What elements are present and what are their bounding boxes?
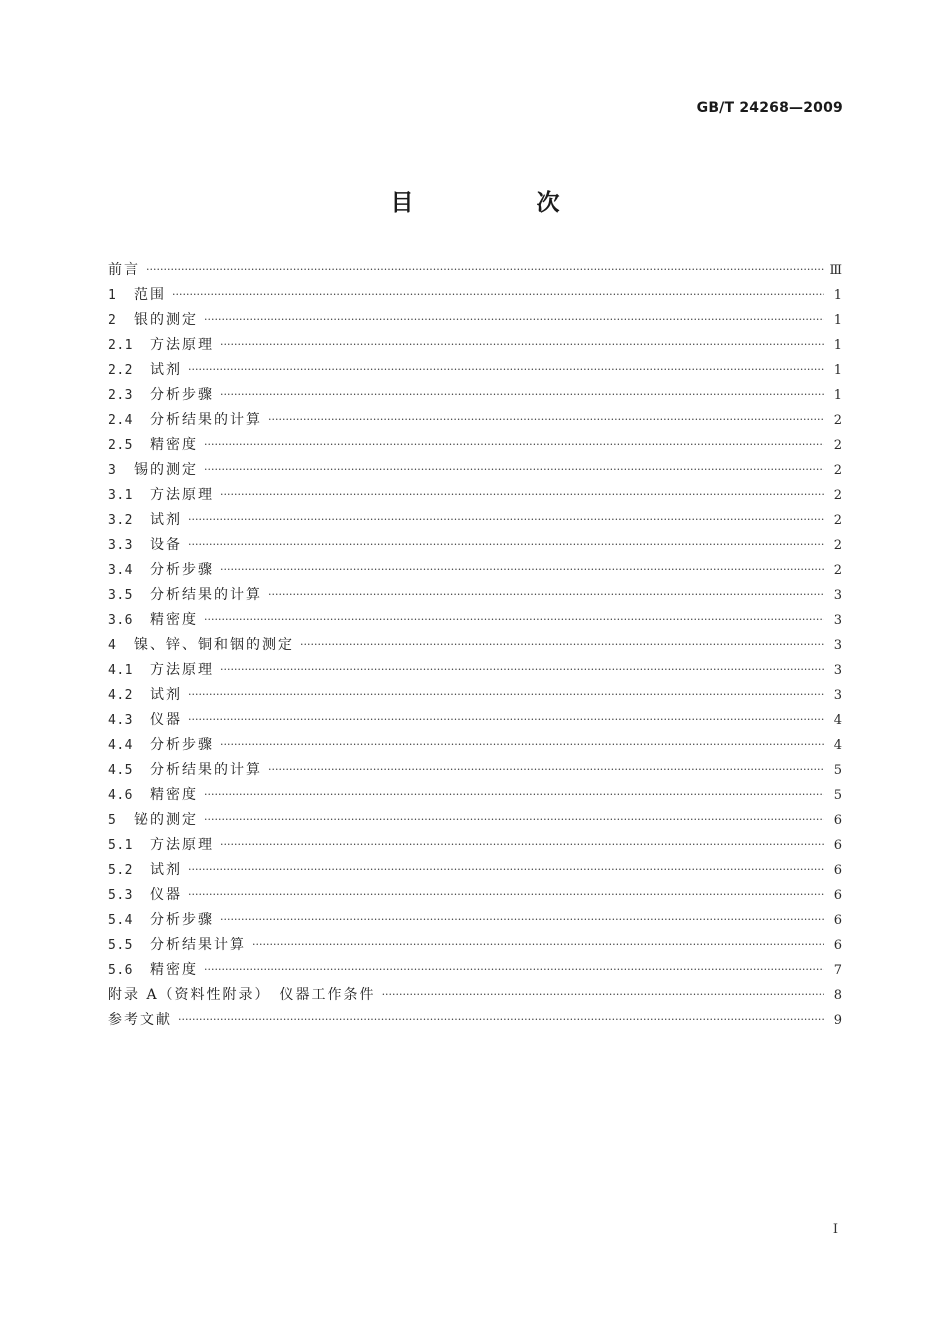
toc-entry-label: 设备 xyxy=(150,537,182,553)
toc-entry-page: 1 xyxy=(833,338,842,353)
toc-entry-number: 5.3 xyxy=(108,888,133,903)
toc-leader-dots xyxy=(188,682,824,707)
toc-entry-page: 2 xyxy=(833,438,842,453)
toc-entry-number: 2.4 xyxy=(108,413,133,428)
toc-leader-dots xyxy=(220,557,824,582)
toc-entry-number: 5.2 xyxy=(108,863,133,878)
toc-leader-dots xyxy=(172,282,824,307)
toc-leader-dots xyxy=(268,407,824,432)
toc-entry-number: 5.5 xyxy=(108,938,133,953)
toc-entry-label: 试剂 xyxy=(150,862,182,878)
toc-entry-number: 3.6 xyxy=(108,613,133,628)
toc-leader-dots xyxy=(188,707,824,732)
toc-entry-label: 方法原理 xyxy=(150,837,214,853)
toc-entry-number: 3.3 xyxy=(108,538,133,553)
toc-entry-page: 6 xyxy=(833,888,842,903)
toc-entry-page: 2 xyxy=(833,513,842,528)
toc-leader-dots xyxy=(220,332,824,357)
toc-entry-label: 分析结果计算 xyxy=(150,937,246,953)
toc-entry[interactable] xyxy=(108,958,842,983)
page-title: 目 次 xyxy=(390,190,610,216)
toc-entry[interactable] xyxy=(108,533,842,558)
toc-entry-number: 5 xyxy=(108,813,117,828)
toc-entry-page: 1 xyxy=(833,388,842,403)
toc-entry-page: 4 xyxy=(833,713,842,728)
toc-entry-number: 5.1 xyxy=(108,838,133,853)
toc-entry-page: 3 xyxy=(833,613,842,628)
toc-entry-label: 仪器 xyxy=(150,887,182,903)
toc-entry-page: 6 xyxy=(833,863,842,878)
toc-entry-page: 5 xyxy=(833,763,842,778)
toc-entry-page: 2 xyxy=(833,488,842,503)
toc-leader-dots xyxy=(220,907,824,932)
toc-entry-number: 4.3 xyxy=(108,713,133,728)
toc-entry-label: 附录 A（资料性附录） 仪器工作条件 xyxy=(108,987,376,1003)
toc-entry[interactable] xyxy=(108,733,842,758)
toc-entry-page: 3 xyxy=(833,688,842,703)
toc-entry-label: 锡的测定 xyxy=(134,462,198,478)
toc-entry-label: 参考文献 xyxy=(108,1012,172,1028)
toc-entry-number: 3.2 xyxy=(108,513,133,528)
toc-entry-page: 4 xyxy=(833,738,842,753)
toc-entry-label: 分析结果的计算 xyxy=(150,587,262,603)
toc-entry[interactable] xyxy=(108,833,842,858)
toc-entry[interactable] xyxy=(108,558,842,583)
toc-leader-dots xyxy=(220,657,824,682)
toc-entry[interactable] xyxy=(108,458,842,483)
toc-entry-label: 精密度 xyxy=(150,437,198,453)
toc-entry[interactable] xyxy=(108,858,842,883)
toc-entry-page: 6 xyxy=(833,813,842,828)
toc-entry[interactable] xyxy=(108,633,842,658)
toc-entry[interactable] xyxy=(108,258,842,283)
toc-leader-dots xyxy=(220,482,824,507)
toc-leader-dots xyxy=(220,732,824,757)
toc-entry-label: 前言 xyxy=(108,262,140,278)
toc-entry-page: 1 xyxy=(833,313,842,328)
toc-entry-page: Ⅲ xyxy=(829,263,842,278)
toc-leader-dots xyxy=(188,882,824,907)
toc-leader-dots xyxy=(178,1007,824,1032)
toc-entry-number: 2.3 xyxy=(108,388,133,403)
toc-leader-dots xyxy=(204,607,824,632)
toc-leader-dots xyxy=(382,982,824,1007)
toc-entry-label: 分析步骤 xyxy=(150,737,214,753)
toc-entry-label: 精密度 xyxy=(150,612,198,628)
toc-entry-number: 3.5 xyxy=(108,588,133,603)
toc-leader-dots xyxy=(268,582,824,607)
toc-leader-dots xyxy=(252,932,824,957)
toc-leader-dots xyxy=(220,382,824,407)
toc-entry-number: 3.1 xyxy=(108,488,133,503)
toc-entry-page: 7 xyxy=(833,963,842,978)
toc-entry[interactable] xyxy=(108,1008,842,1033)
toc-entry-page: 1 xyxy=(833,363,842,378)
toc-entry-number: 2.2 xyxy=(108,363,133,378)
toc-entry-number: 5.4 xyxy=(108,913,133,928)
toc-leader-dots xyxy=(188,532,824,557)
toc-leader-dots xyxy=(188,357,824,382)
toc-entry-number: 4 xyxy=(108,638,117,653)
toc-entry[interactable] xyxy=(108,433,842,458)
toc-entry-label: 方法原理 xyxy=(150,337,214,353)
toc-entry[interactable] xyxy=(108,508,842,533)
toc-entry-label: 铋的测定 xyxy=(134,812,198,828)
toc-entry-page: 3 xyxy=(833,663,842,678)
toc-entry-number: 5.6 xyxy=(108,963,133,978)
toc-entry-number: 4.4 xyxy=(108,738,133,753)
toc-entry-label: 分析步骤 xyxy=(150,912,214,928)
toc-entry-page: 5 xyxy=(833,788,842,803)
toc-leader-dots xyxy=(188,507,824,532)
toc-entry[interactable] xyxy=(108,708,842,733)
table-of-contents xyxy=(108,258,842,1033)
toc-entry-page: 2 xyxy=(833,538,842,553)
toc-entry-number: 2.5 xyxy=(108,438,133,453)
toc-entry[interactable] xyxy=(108,983,842,1008)
toc-entry-number: 2.1 xyxy=(108,338,133,353)
toc-entry-label: 镍、锌、铜和铟的测定 xyxy=(134,637,294,653)
page-number: I xyxy=(832,1222,838,1237)
toc-leader-dots xyxy=(188,857,824,882)
toc-entry[interactable] xyxy=(108,883,842,908)
toc-leader-dots xyxy=(300,632,824,657)
toc-entry-page: 2 xyxy=(833,413,842,428)
toc-leader-dots xyxy=(204,957,824,982)
toc-leader-dots xyxy=(204,807,824,832)
toc-entry-number: 2 xyxy=(108,313,117,328)
toc-leader-dots xyxy=(220,832,824,857)
toc-entry-page: 3 xyxy=(833,638,842,653)
toc-entry[interactable] xyxy=(108,658,842,683)
toc-entry-label: 范围 xyxy=(134,287,166,303)
toc-leader-dots xyxy=(204,457,824,482)
toc-leader-dots xyxy=(204,782,824,807)
toc-entry-page: 3 xyxy=(833,588,842,603)
toc-entry-number: 4.1 xyxy=(108,663,133,678)
toc-entry[interactable] xyxy=(108,758,842,783)
toc-entry[interactable] xyxy=(108,483,842,508)
toc-entry[interactable] xyxy=(108,783,842,808)
toc-entry-label: 精密度 xyxy=(150,962,198,978)
toc-entry-page: 8 xyxy=(833,988,842,1003)
toc-entry-page: 1 xyxy=(833,288,842,303)
toc-entry-label: 精密度 xyxy=(150,787,198,803)
toc-entry-page: 2 xyxy=(833,463,842,478)
toc-entry[interactable] xyxy=(108,408,842,433)
toc-entry-label: 仪器 xyxy=(150,712,182,728)
toc-entry[interactable] xyxy=(108,933,842,958)
toc-entry-number: 3 xyxy=(108,463,117,478)
toc-entry-number: 1 xyxy=(108,288,117,303)
toc-entry-number: 4.5 xyxy=(108,763,133,778)
toc-entry-page: 6 xyxy=(833,938,842,953)
toc-entry-page: 9 xyxy=(833,1013,842,1028)
toc-entry-label: 试剂 xyxy=(150,512,182,528)
toc-entry[interactable] xyxy=(108,683,842,708)
toc-entry-number: 3.4 xyxy=(108,563,133,578)
toc-entry-label: 试剂 xyxy=(150,687,182,703)
toc-entry[interactable] xyxy=(108,308,842,333)
toc-entry[interactable] xyxy=(108,283,842,308)
toc-leader-dots xyxy=(268,757,824,782)
toc-entry-number: 4.2 xyxy=(108,688,133,703)
toc-entry-label: 分析结果的计算 xyxy=(150,412,262,428)
toc-entry-page: 6 xyxy=(833,913,842,928)
toc-entry-page: 6 xyxy=(833,838,842,853)
toc-entry-label: 试剂 xyxy=(150,362,182,378)
toc-entry-label: 分析结果的计算 xyxy=(150,762,262,778)
toc-entry-label: 分析步骤 xyxy=(150,562,214,578)
toc-entry-label: 银的测定 xyxy=(134,312,198,328)
toc-entry[interactable] xyxy=(108,383,842,408)
toc-entry-label: 分析步骤 xyxy=(150,387,214,403)
toc-entry[interactable] xyxy=(108,608,842,633)
toc-entry[interactable] xyxy=(108,358,842,383)
standard-code: GB/T 24268—2009 xyxy=(696,100,843,116)
toc-entry-label: 方法原理 xyxy=(150,662,214,678)
toc-entry[interactable] xyxy=(108,808,842,833)
toc-leader-dots xyxy=(204,307,824,332)
toc-entry-label: 方法原理 xyxy=(150,487,214,503)
toc-entry[interactable] xyxy=(108,908,842,933)
toc-entry-number: 4.6 xyxy=(108,788,133,803)
toc-entry-page: 2 xyxy=(833,563,842,578)
toc-leader-dots xyxy=(146,257,824,282)
toc-leader-dots xyxy=(204,432,824,457)
toc-entry[interactable] xyxy=(108,333,842,358)
toc-entry[interactable] xyxy=(108,583,842,608)
